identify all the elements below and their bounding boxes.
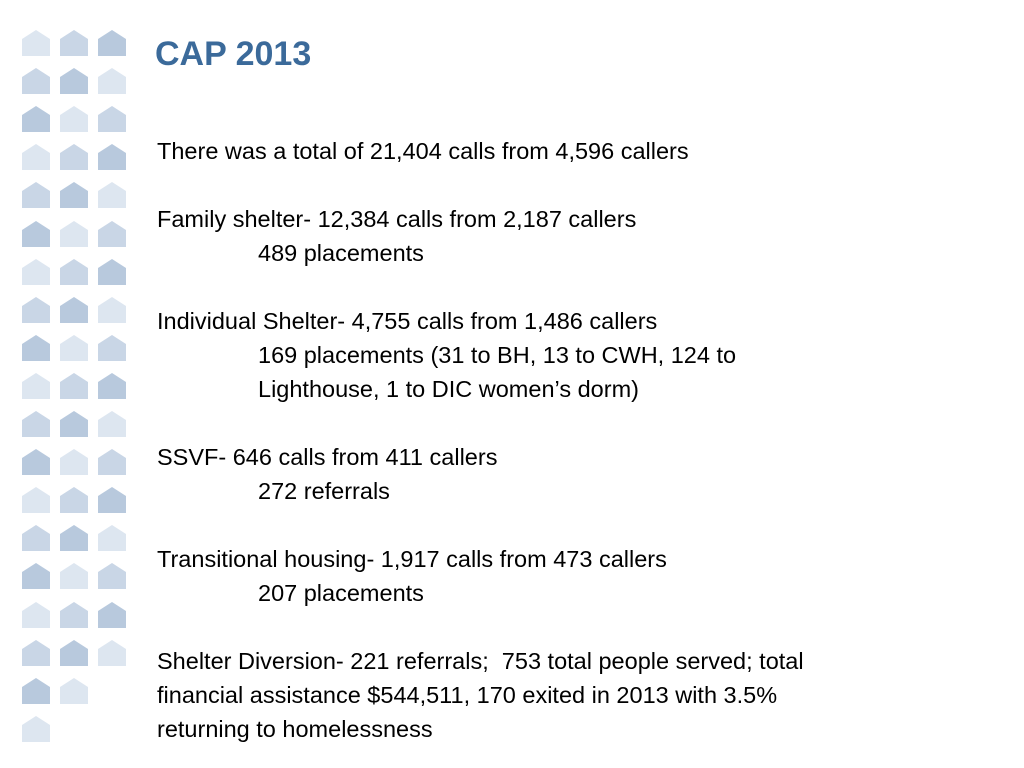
- slide-body: [157, 134, 1007, 746]
- house-icon: [98, 640, 126, 666]
- house-icon: [98, 182, 126, 208]
- house-icon: [98, 525, 126, 551]
- house-icon: [98, 563, 126, 589]
- house-icon: [98, 30, 126, 56]
- house-icon: [60, 335, 88, 361]
- house-icon: [60, 106, 88, 132]
- individual-shelter-line: Individual Shelter- 4,755 calls from 1,486 callers: [157, 308, 658, 334]
- house-icon: [22, 68, 50, 94]
- total-calls-line: There was a total of 21,404 calls from 4,596 callers: [157, 138, 689, 164]
- house-icon: [98, 297, 126, 323]
- house-icon: [60, 678, 88, 704]
- house-icon: [60, 182, 88, 208]
- house-icon: [22, 259, 50, 285]
- house-icon: [98, 259, 126, 285]
- house-icon: [22, 602, 50, 628]
- house-icon: [22, 678, 50, 704]
- house-icon: [98, 335, 126, 361]
- house-icon: [22, 144, 50, 170]
- individual-shelter-placements-cont: Lighthouse, 1 to DIC women’s dorm): [258, 376, 639, 402]
- shelter-diversion-line-3: returning to homelessness: [157, 716, 433, 742]
- house-icon: [60, 525, 88, 551]
- house-icon: [98, 68, 126, 94]
- house-icon: [60, 563, 88, 589]
- house-pattern: [0, 0, 140, 768]
- family-shelter-line: Family shelter- 12,384 calls from 2,187 callers: [157, 206, 637, 232]
- house-icon: [22, 106, 50, 132]
- house-icon: [60, 449, 88, 475]
- house-icon: [98, 487, 126, 513]
- house-icon: [22, 221, 50, 247]
- house-icon: [98, 106, 126, 132]
- ssvf-referrals: 272 referrals: [258, 478, 390, 504]
- house-icon: [22, 30, 50, 56]
- house-icon: [22, 373, 50, 399]
- house-icon: [22, 525, 50, 551]
- house-icon: [98, 411, 126, 437]
- house-icon: [22, 487, 50, 513]
- ssvf-line: SSVF- 646 calls from 411 callers: [157, 444, 498, 470]
- house-icon: [22, 297, 50, 323]
- house-icon: [98, 449, 126, 475]
- house-icon: [60, 602, 88, 628]
- house-icon: [60, 221, 88, 247]
- house-icon: [60, 640, 88, 666]
- house-icon: [98, 373, 126, 399]
- house-icon: [98, 602, 126, 628]
- house-icon: [22, 182, 50, 208]
- slide-title: CAP 2013: [155, 35, 312, 73]
- house-icon: [60, 487, 88, 513]
- transitional-housing-line: Transitional housing- 1,917 calls from 473 callers: [157, 546, 667, 572]
- shelter-diversion-line-2: financial assistance $544,511, 170 exited in 2013 with 3.5%: [157, 682, 778, 708]
- house-icon: [22, 335, 50, 361]
- individual-shelter-placements: 169 placements (31 to BH, 13 to CWH, 124 to: [258, 342, 737, 368]
- house-icon: [60, 297, 88, 323]
- house-icon: [60, 68, 88, 94]
- house-icon: [22, 449, 50, 475]
- house-icon: [98, 221, 126, 247]
- house-icon: [60, 144, 88, 170]
- transitional-housing-placements: 207 placements: [258, 580, 424, 606]
- family-shelter-placements: 489 placements: [258, 240, 424, 266]
- house-icon: [22, 640, 50, 666]
- house-icon: [98, 144, 126, 170]
- house-icon: [22, 563, 50, 589]
- house-icon: [22, 716, 50, 742]
- house-icon: [22, 411, 50, 437]
- shelter-diversion-line: Shelter Diversion- 221 referrals; 753 total people served; total: [157, 648, 804, 674]
- house-icon: [60, 30, 88, 56]
- house-icon: [60, 259, 88, 285]
- house-icon: [60, 411, 88, 437]
- house-icon: [60, 373, 88, 399]
